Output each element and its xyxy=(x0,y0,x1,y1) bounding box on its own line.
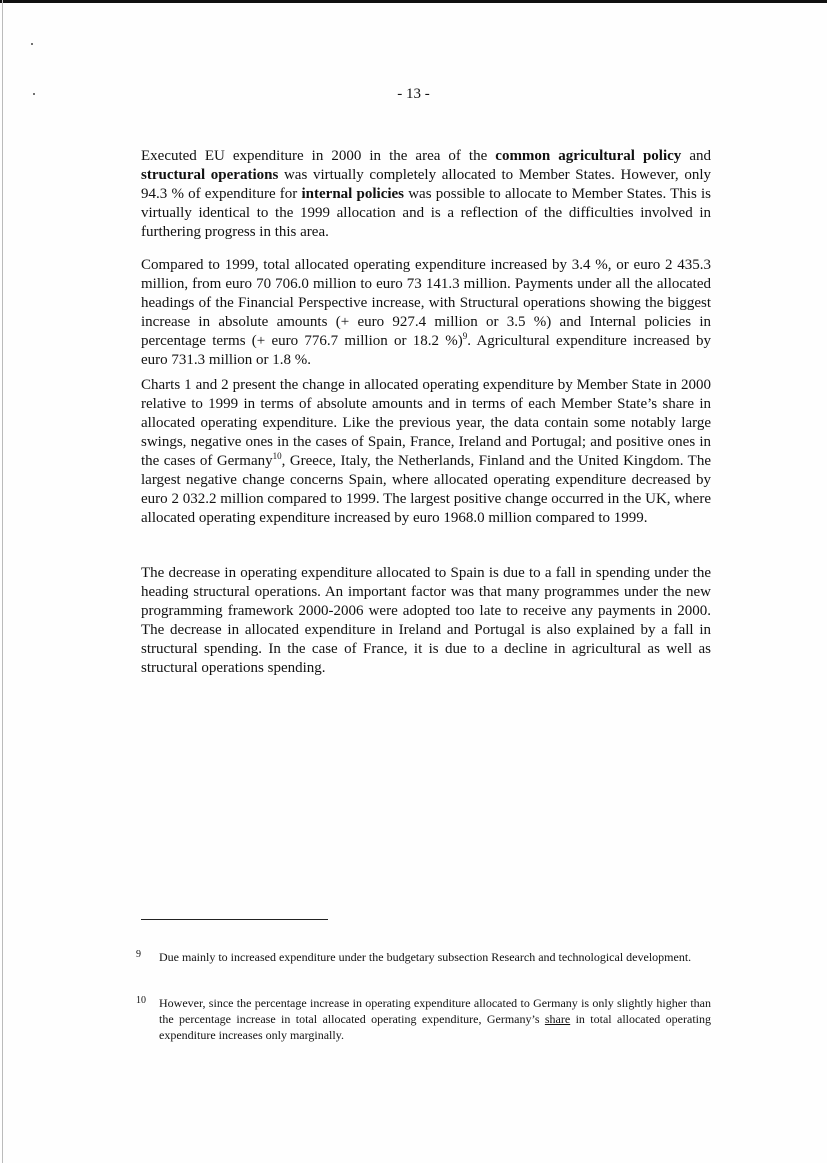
footnote-9 xyxy=(136,949,711,965)
scan-edge xyxy=(2,0,3,1163)
footnote-text xyxy=(159,995,711,1043)
page-number: - 13 - xyxy=(397,86,430,102)
footnote-10 xyxy=(136,995,711,1043)
footnote-text-part: However, since the percentage increase in operating expenditure allocated to Germany is only slightly higher than the percentage increase in total allocated operating expenditure, Germany’s xyxy=(159,996,711,1026)
footnote-ref-9[interactable]: 9 xyxy=(462,331,468,341)
paragraph-text: Executed EU expenditure in 2000 in the area of the xyxy=(141,148,496,164)
footnote-ref-10[interactable]: 10 xyxy=(272,451,282,461)
paragraph-text: was possible to allocate to Member States. This is virtually identical to the 1999 allocation and is a reflection of the difficulties involved in furthering progress in this area. xyxy=(141,186,712,240)
bold-term: common agricultural policy xyxy=(495,148,682,164)
top-border xyxy=(0,0,827,3)
footnote-separator xyxy=(141,919,328,920)
paragraph-text: was virtually completely allocated to Member States. However, only 94.3 % of expenditure for xyxy=(141,167,711,202)
paragraph-text: Charts 1 and 2 present the change in allocated operating expenditure by Member State in 2000 relative to 1999 in terms of absolute amounts and in terms of each Member State’s share in allocated operating expenditure. Like the previous year, the data contain some notably large swings, negative ones in the cases of Spain, France, Ireland and Portugal; and positive ones in the cases of Germany xyxy=(141,377,711,469)
bold-term: structural operations xyxy=(141,167,279,183)
footnote-number: 10 xyxy=(136,995,146,1006)
paragraph-text: The decrease in operating expenditure allocated to Spain is due to a fall in spending under the heading structural operations. An important factor was that many programmes under the new programming framework 2000-2006 were adopted too late to receive any payments in 2000. The decrease in allocated expenditure in Ireland and Portugal is also explained by a fall in structural spending. In the case of France, it is due to a decline in agricultural as well as structural operations spending. xyxy=(141,565,711,676)
paragraph-4 xyxy=(141,564,711,678)
bold-term: internal policies xyxy=(301,186,405,202)
footnote-text-part: in total allocated operating expenditure increases only marginally. xyxy=(159,1012,711,1042)
paragraph-text: , Greece, Italy, the Netherlands, Finland and the United Kingdom. The largest negative change concerns Spain, where allocated operating expenditure decreased by euro 2 032.2 million compared to 1999. The largest positive change occurred in the UK, where allocated operating expenditure increased by euro 1968.0 million compared to 1999. xyxy=(141,453,711,526)
paragraph-text: Compared to 1999, total allocated operating expenditure increased by 3.4 %, or euro 2 435.3 million, from euro 70 706.0 million to euro 73 141.3 million. Payments under all the allocated headings of the Financial Perspective increase, with Structural operations showing the biggest increase in absolute amounts (+ euro 927.4 million or 3.5 %) and Internal policies in percentage terms (+ euro 776.7 million or 18.2 %) xyxy=(141,257,711,349)
underlined-word: share xyxy=(544,1012,571,1026)
footnote-number: 9 xyxy=(136,949,141,960)
footnote-text: Due mainly to increased expenditure under the budgetary subsection Research and technological development. xyxy=(159,950,692,964)
paragraph-text: and xyxy=(681,148,711,164)
scan-speck xyxy=(31,43,33,45)
paragraph-text: . Agricultural expenditure increased by euro 731.3 million or 1.8 %. xyxy=(141,333,711,368)
paragraph-3 xyxy=(141,376,711,528)
paragraph-1 xyxy=(141,147,711,242)
paragraph-2 xyxy=(141,256,711,370)
